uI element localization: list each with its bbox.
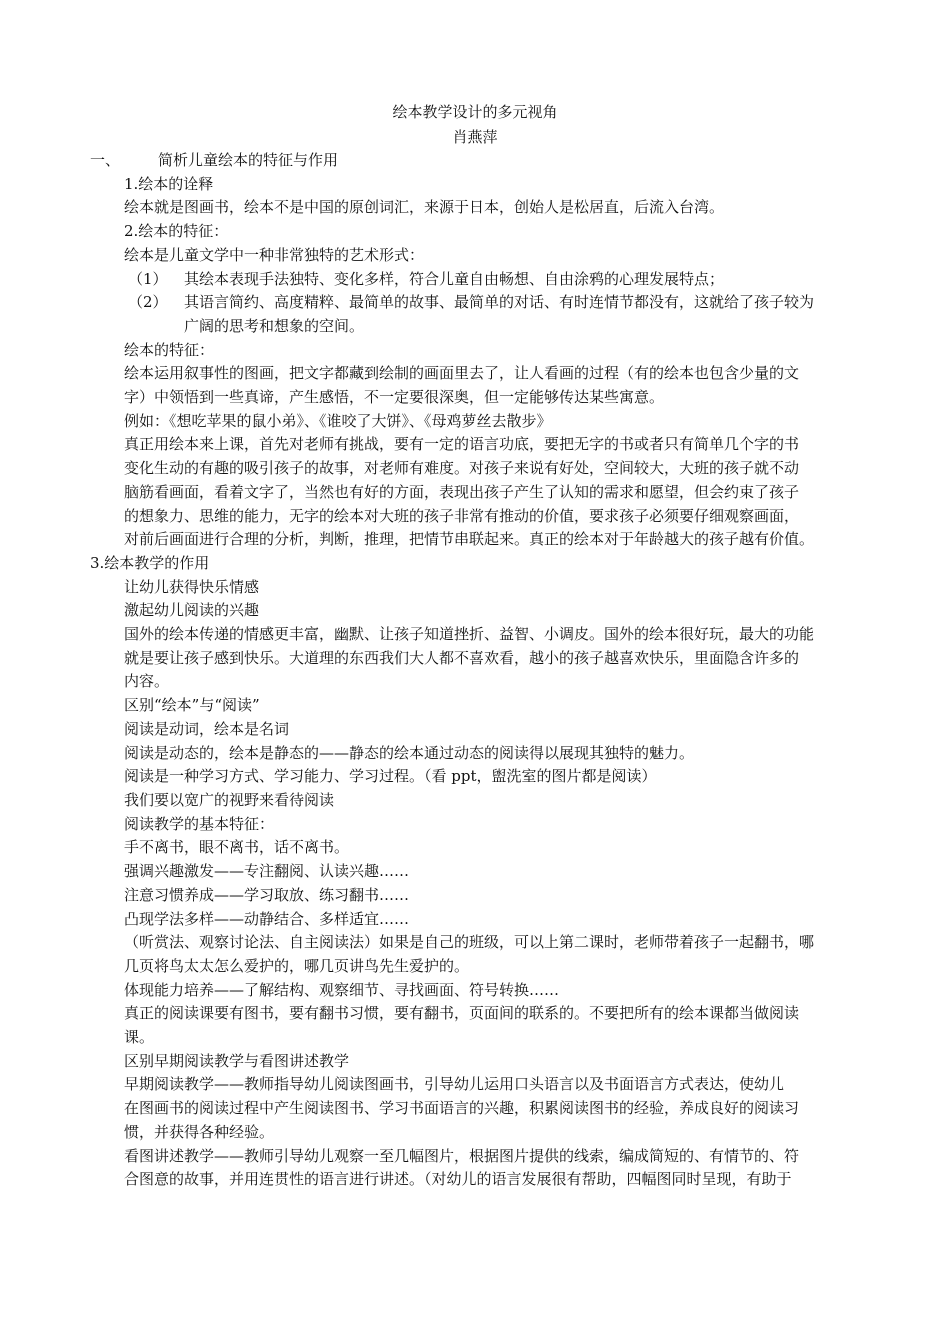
paragraph-line: 让幼儿获得快乐情感 — [124, 577, 260, 596]
paragraph-line: 合图意的故事，并用连贯性的语言进行讲述。（对幼儿的语言发展很有帮助，四幅图同时呈现，有助于 — [124, 1170, 792, 1189]
list-item-continuation: 广阔的思考和想象的空间。 — [184, 316, 365, 335]
paragraph-line: 的想象力、思维的能力，无字的绘本对大班的孩子非常有推动的价值，要求孩子必须要仔细观察画面， — [124, 506, 800, 525]
paragraph-line: 惯，并获得各种经验。 — [124, 1122, 275, 1141]
paragraph-line: （听赏法、观察讨论法、自主阅读法）如果是自己的班级，可以上第二课时，老师带着孩子一起翻书，哪 — [124, 933, 815, 952]
list-item-text: 其绘本表现手法独特、变化多样，符合儿童自由畅想、自由涂鸦的心理发展特点； — [184, 269, 725, 288]
paragraph-line: 注意习惯养成——学习取放、练习翻书…… — [124, 885, 410, 904]
paragraph-line: 区别“绘本”与“阅读” — [124, 696, 260, 715]
item-2-heading: 2.绘本的特征： — [124, 222, 229, 241]
paragraph-line: 绘本运用叙事性的图画，把文字都藏到绘制的画面里去了，让人看画的过程（有的绘本也包含少量的文 — [124, 364, 800, 383]
paragraph-line: 内容。 — [124, 672, 170, 691]
document-author: 肖燕萍 — [452, 128, 498, 146]
list-item — [0, 291, 950, 315]
section-number: 一、 — [90, 151, 121, 169]
paragraph-line: 体现能力培养——了解结构、观察细节、寻找画面、符号转换…… — [124, 980, 560, 999]
paragraph-line: 就是要让孩子感到快乐。大道理的东西我们大人都不喜欢看，越小的孩子越喜欢快乐，里面隐含许多的 — [124, 648, 800, 667]
feature-heading: 绘本的特征： — [124, 340, 215, 359]
example-line: 例如：《想吃苹果的鼠小弟》、《谁咬了大饼》、《母鸡萝丝去散步》 — [124, 411, 552, 430]
item-1-text: 绘本就是图画书，绘本不是中国的原创词汇，来源于日本，创始人是松居直，后流入台湾。 — [124, 198, 725, 217]
paragraph-line: 几页将鸟太太怎么爱护的，哪几页讲鸟先生爱护的。 — [124, 956, 470, 975]
list-item-text: 其语言简约、高度精粹、最简单的故事、最简单的对话、有时连情节都没有，这就给了孩子较为 — [184, 293, 815, 312]
section-1-heading — [0, 149, 950, 173]
item-1-heading: 1.绘本的诠释 — [124, 174, 214, 193]
paragraph-line: 我们要以宽广的视野来看待阅读 — [124, 790, 335, 809]
paragraph-line: 阅读是一种学习方式、学习能力、学习过程。（看 ppt，盥洗室的图片都是阅读） — [124, 767, 657, 786]
paragraph-line: 区别早期阅读教学与看图讲述教学 — [124, 1051, 350, 1070]
paragraph-line: 看图讲述教学——教师引导幼儿观察一至几幅图片，根据图片提供的线索，编成简短的、有情节的、符 — [124, 1146, 800, 1165]
list-item-number: （2） — [128, 293, 168, 312]
item-2-intro: 绘本是儿童文学中一种非常独特的艺术形式： — [124, 245, 425, 264]
paragraph-line: 对前后画面进行合理的分析，判断，推理，把情节串联起来。真正的绘本对于年龄越大的孩子越有价值。 — [124, 530, 815, 549]
document-title: 绘本教学设计的多元视角 — [392, 103, 558, 121]
list-item-number: （1） — [128, 269, 168, 288]
paragraph-line: 凸现学法多样——动静结合、多样适宜…… — [124, 909, 410, 928]
paragraph-line: 阅读是动态的，绘本是静态的——静态的绘本通过动态的阅读得以展现其独特的魅力。 — [124, 743, 695, 762]
paragraph-line: 真正的阅读课要有图书，要有翻书习惯，要有翻书，页面间的联系的。不要把所有的绘本课都当做阅读 — [124, 1004, 800, 1023]
paragraph-line: 阅读教学的基本特征： — [124, 814, 275, 833]
paragraph-line: 变化生动的有趣的吸引孩子的故事，对老师有难度。对孩子来说有好处，空间较大，大班的孩子就不动 — [124, 459, 800, 478]
paragraph-line: 激起幼儿阅读的兴趣 — [124, 601, 260, 620]
paragraph-line: 真正用绘本来上课，首先对老师有挑战，要有一定的语言功底，要把无字的书或者只有简单几个字的书 — [124, 435, 800, 454]
paragraph-line: 国外的绘本传递的情感更丰富，幽默、让孩子知道挫折、益智、小调皮。国外的绘本很好玩，最大的功能 — [124, 625, 815, 644]
section-title: 简析儿童绘本的特征与作用 — [158, 151, 339, 169]
item-3-heading: 3.绘本教学的作用 — [90, 553, 210, 572]
paragraph-line: 早期阅读教学——教师指导幼儿阅读图画书，引导幼儿运用口头语言以及书面语言方式表达，使幼儿 — [124, 1075, 785, 1094]
paragraph-line: 课。 — [124, 1028, 155, 1047]
paragraph-line: 强调兴趣激发——专注翻阅、认读兴趣…… — [124, 862, 410, 881]
paragraph-line: 脑筋看画面，看着文字了，当然也有好的方面，表现出孩子产生了认知的需求和愿望，但会约束了孩子 — [124, 482, 800, 501]
paragraph-line: 阅读是动词，绘本是名词 — [124, 719, 290, 738]
paragraph-line: 字）中领悟到一些真谛，产生感悟，不一定要很深奥，但一定能够传达某些寓意。 — [124, 388, 665, 407]
list-item — [0, 268, 950, 292]
paragraph-line: 手不离书，眼不离书，话不离书。 — [124, 838, 350, 857]
paragraph-line: 在图画书的阅读过程中产生阅读图书、学习书面语言的兴趣，积累阅读图书的经验，养成良好的阅读习 — [124, 1099, 800, 1118]
document-body — [0, 149, 950, 1192]
